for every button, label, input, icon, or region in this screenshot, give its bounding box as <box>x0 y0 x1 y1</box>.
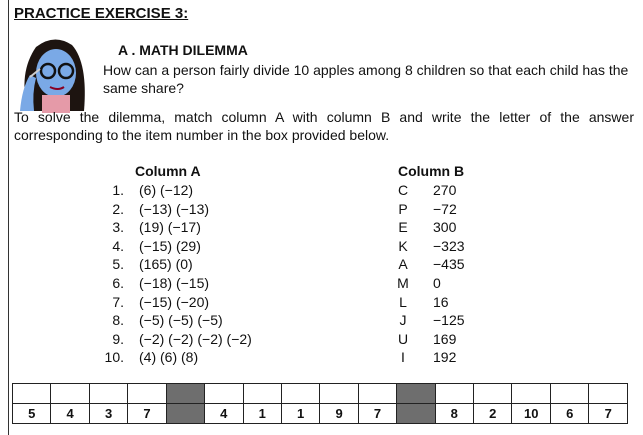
shaded-cell <box>397 404 435 424</box>
answer-value: 169 <box>433 330 457 347</box>
section-title: A . MATH DILEMMA <box>118 42 248 58</box>
answer-letter: L <box>399 293 407 310</box>
answer-value: 16 <box>433 293 449 310</box>
answer-letter: I <box>401 349 405 366</box>
answer-table <box>12 383 628 424</box>
matching-row <box>0 348 643 366</box>
answer-box[interactable] <box>89 384 127 404</box>
item-number: 7. <box>112 293 124 310</box>
answer-value: 192 <box>433 349 457 366</box>
matching-row <box>0 218 643 236</box>
item-number-cell: 8 <box>435 404 473 424</box>
matching-row <box>0 237 643 255</box>
item-expression: (−15) (29) <box>139 237 201 254</box>
item-expression: (−2) (−2) (−2) (−2) <box>139 330 252 347</box>
answer-box[interactable] <box>358 384 396 404</box>
item-expression: (−18) (−15) <box>139 275 210 291</box>
matching-row <box>0 293 643 311</box>
answer-letter: J <box>399 312 407 329</box>
answer-box[interactable] <box>51 384 89 404</box>
item-number: 10. <box>104 349 124 366</box>
answer-box[interactable] <box>13 384 51 404</box>
answer-value: −125 <box>433 312 465 329</box>
item-number: 8. <box>112 312 124 329</box>
item-number: 6. <box>112 275 124 291</box>
answer-letter: A <box>398 256 408 273</box>
item-expression: (6) (−12) <box>139 182 194 198</box>
instructions-text: To solve the dilemma, match column A with column B and write the letter of the answer corresponding to the item number in the box provided below. <box>14 109 634 143</box>
item-expression: (−5) (−5) (−5) <box>139 312 223 329</box>
matching-row <box>0 274 643 292</box>
item-number-cell: 7 <box>589 404 628 424</box>
item-number: 4. <box>112 237 124 254</box>
item-number: 1. <box>112 182 124 198</box>
answer-value: −72 <box>433 200 457 217</box>
answer-box[interactable] <box>281 384 319 404</box>
answer-box[interactable] <box>128 384 166 404</box>
answer-box[interactable] <box>320 384 358 404</box>
answer-box[interactable] <box>435 384 473 404</box>
item-number-cell: 7 <box>358 404 396 424</box>
answer-value: −323 <box>433 237 465 254</box>
answer-box[interactable] <box>205 384 243 404</box>
item-number-cell: 1 <box>281 404 319 424</box>
question-text: How can a person fairly divide 10 apples among 8 children so that each child has the same share? <box>103 62 629 96</box>
item-number-cell: 2 <box>474 404 512 424</box>
answer-letter: C <box>397 182 409 198</box>
item-expression: (165) (0) <box>139 256 193 273</box>
item-number-cell: 5 <box>13 404 51 424</box>
item-number-cell: 6 <box>551 404 589 424</box>
answer-value: 270 <box>433 182 457 198</box>
answer-box[interactable] <box>474 384 512 404</box>
answer-box[interactable] <box>589 384 628 404</box>
item-number-cell: 10 <box>512 404 551 424</box>
item-expression: (19) (−17) <box>139 219 201 236</box>
item-expression: (−13) (−13) <box>139 200 210 217</box>
item-number: 3. <box>112 219 124 236</box>
answer-letter: E <box>398 219 408 236</box>
answer-letter: U <box>397 330 409 347</box>
item-number-cell: 4 <box>51 404 89 424</box>
answer-letter: K <box>398 237 408 254</box>
item-number-cell: 3 <box>89 404 127 424</box>
shaded-cell <box>166 384 204 404</box>
item-number: 9. <box>112 330 124 347</box>
matching-row <box>0 330 643 348</box>
answer-box[interactable] <box>512 384 551 404</box>
column-a-header: Column A <box>135 163 201 179</box>
answer-value: 300 <box>433 219 457 236</box>
item-number: 5. <box>112 256 124 273</box>
item-number-cell: 4 <box>205 404 243 424</box>
column-b-header: Column B <box>398 163 465 179</box>
shaded-cell <box>397 384 435 404</box>
shaded-cell <box>166 404 204 424</box>
matching-row <box>0 200 643 218</box>
item-number: 2. <box>112 200 124 217</box>
item-number-cell: 7 <box>128 404 166 424</box>
item-number-cell: 1 <box>243 404 281 424</box>
page-title: PRACTICE EXERCISE 3: <box>14 5 189 22</box>
answer-letter: M <box>397 275 409 291</box>
item-expression: (−15) (−20) <box>139 293 210 310</box>
answer-box[interactable] <box>551 384 589 404</box>
answer-value: 0 <box>433 275 441 291</box>
matching-row <box>0 255 643 273</box>
item-number-cell: 9 <box>320 404 358 424</box>
girl-avatar-icon <box>14 33 96 113</box>
answer-box[interactable] <box>243 384 281 404</box>
item-expression: (4) (6) (8) <box>139 349 199 366</box>
matching-row <box>0 181 643 199</box>
matching-row <box>0 311 643 329</box>
answer-value: −435 <box>433 256 465 273</box>
answer-letter: P <box>398 200 408 217</box>
